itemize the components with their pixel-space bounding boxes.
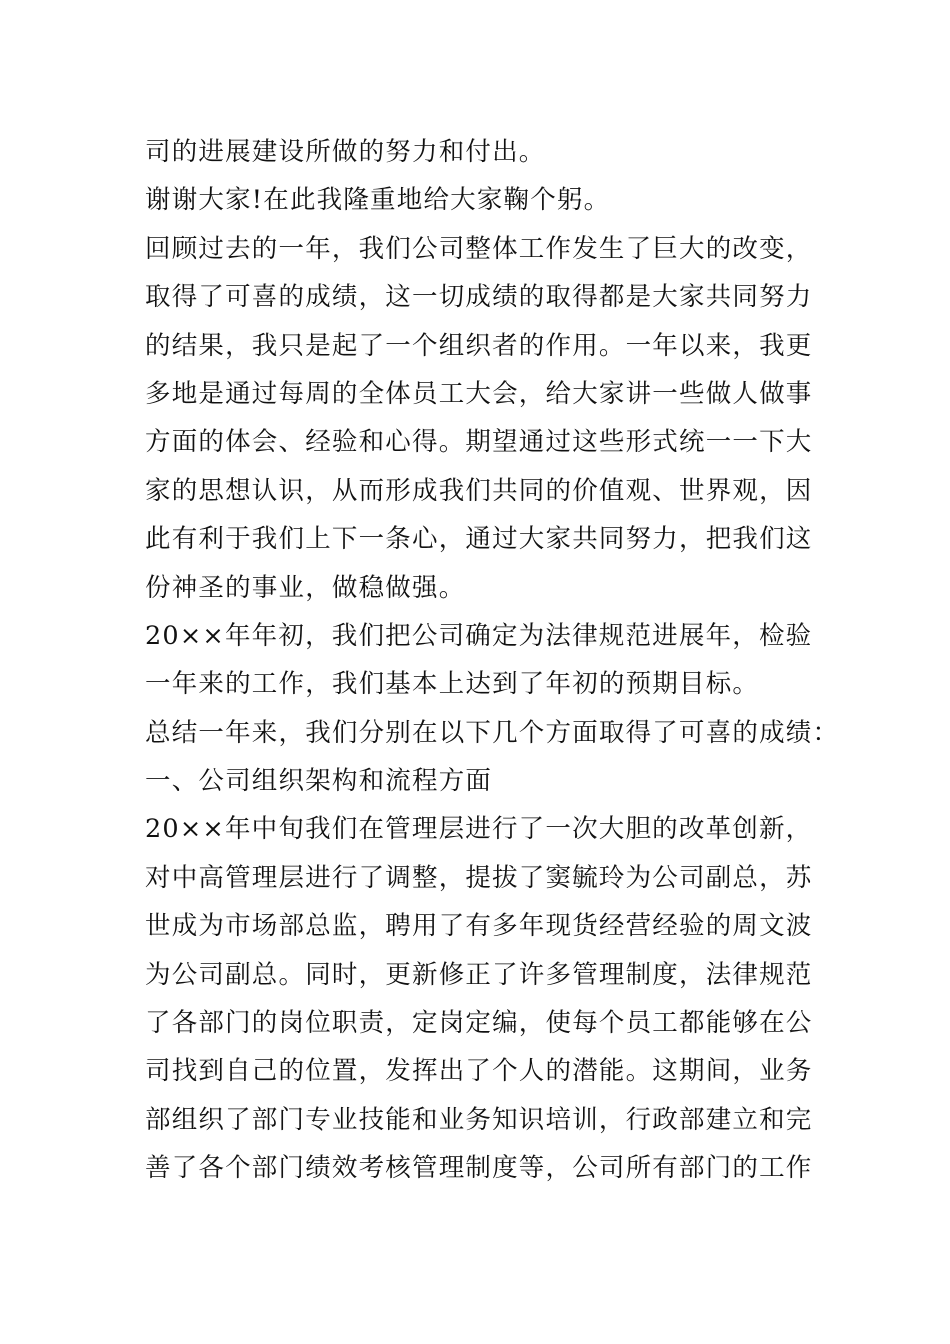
text-line: 此有利于我们上下一条心，通过大家共同努力，把我们这 [145,524,813,555]
text-line: 司的进展建设所做的努力和付出。 [145,137,546,167]
text-line: 世成为市场部总监，聘用了有多年现货经营经验的周文波 [145,911,813,942]
text-line: 对中高管理层进行了调整，提拔了窦毓玲为公司副总，苏 [145,862,813,893]
text-line: 20××年中旬我们在管理层进行了一次大胆的改革创新， [145,814,813,845]
text-line: 家的思想认识，从而形成我们共同的价值观、世界观，因 [145,475,813,506]
text-line: 方面的体会、经验和心得。期望通过这些形式统一一下大 [145,427,813,458]
text-line: 司找到自己的位置，发挥出了个人的潜能。这期间，业务 [145,1056,813,1087]
text-line: 为公司副总。同时，更新修正了许多管理制度，法律规范 [145,959,813,990]
text-line: 一年来的工作，我们基本上达到了年初的预期目标。 [145,669,760,700]
text-line: 善了各个部门绩效考核管理制度等，公司所有部门的工作 [145,1153,813,1184]
text-line: 多地是通过每周的全体员工大会，给大家讲一些做人做事 [145,378,813,409]
text-line: 总结一年来，我们分别在以下几个方面取得了可喜的成绩： [145,717,840,748]
text-line: 取得了可喜的成绩，这一切成绩的取得都是大家共同努力 [145,282,813,313]
section-heading: 一、公司组织架构和流程方面 [145,766,493,797]
text-line: 20××年年初，我们把公司确定为法律规范进展年，检验 [145,620,813,651]
text-line: 回顾过去的一年，我们公司整体工作发生了巨大的改变， [145,233,813,264]
text-line: 部组织了部门专业技能和业务知识培训，行政部建立和完 [145,1104,813,1135]
text-line: 谢谢大家!在此我隆重地给大家鞠个躬。 [145,185,611,216]
text-line: 的结果，我只是起了一个组织者的作用。一年以来，我更 [145,330,813,361]
text-line: 份神圣的事业，做稳做强。 [145,572,466,603]
text-line: 了各部门的岗位职责，定岗定编，使每个员工都能够在公 [145,1008,813,1039]
document-body [145,128,840,1193]
